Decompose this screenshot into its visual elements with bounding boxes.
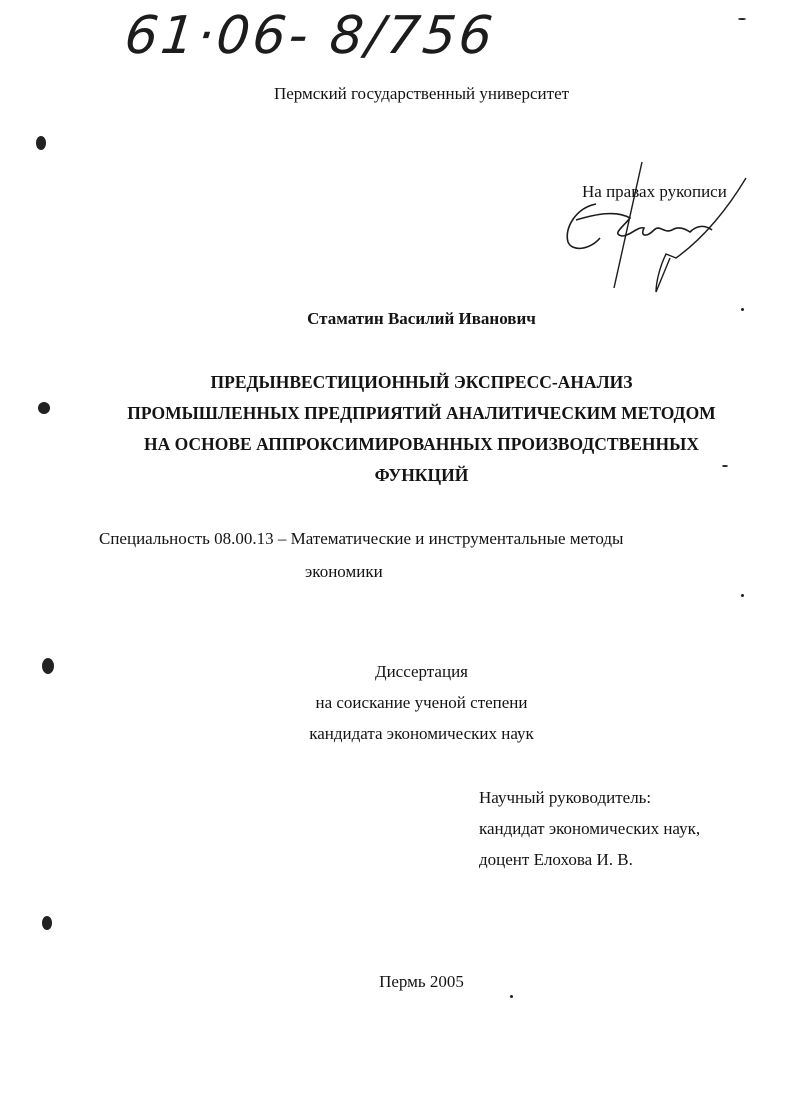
scan-speck [38,402,50,414]
scan-speck [42,916,52,930]
scan-speck [741,308,744,311]
supervisor-name: доцент Елохова И. В. [479,850,633,869]
scan-speck [722,465,728,467]
scan-speck [36,136,46,150]
title-line: НА ОСНОВЕ АППРОКСИМИРОВАННЫХ ПРОИЗВОДСТВЕННЫХ [144,434,699,454]
dissertation-label: Диссертация [374,662,468,681]
handwritten-catalog-number: 61·06- 8/756 [121,6,499,66]
dissertation-degree-block [0,656,798,749]
scan-speck [738,18,746,20]
dissertation-title [0,367,798,491]
supervisor-label: Научный руководитель: [479,788,652,807]
handwritten-signature [556,158,756,298]
scan-speck [741,594,744,597]
supervisor-block [479,782,700,875]
degree-purpose: на соискание ученой степени [315,693,528,712]
scan-speck [42,658,54,674]
title-line: ПРОМЫШЛЕННЫХ ПРЕДПРИЯТИЙ АНАЛИТИЧЕСКИМ МЕТОДОМ [127,403,716,423]
title-line: ФУНКЦИЙ [374,465,469,485]
author-name: Стаматин Василий Иванович [307,309,536,328]
scan-speck [510,995,513,998]
title-line: ПРЕДЫНВЕСТИЦИОННЫЙ ЭКСПРЕСС-АНАЛИЗ [210,372,633,392]
specialty-line-2: экономики [305,562,383,581]
specialty-line-1: Специальность 08.00.13 – Математические и инструментальные методы [99,529,624,548]
manuscript-rights-note: На правах рукописи [582,182,727,201]
supervisor-degree: кандидат экономических наук, [479,819,701,838]
city-year: Пермь 2005 [379,972,464,991]
degree-name: кандидата экономических наук [309,724,534,743]
university-name: Пермский государственный университет [273,84,570,103]
